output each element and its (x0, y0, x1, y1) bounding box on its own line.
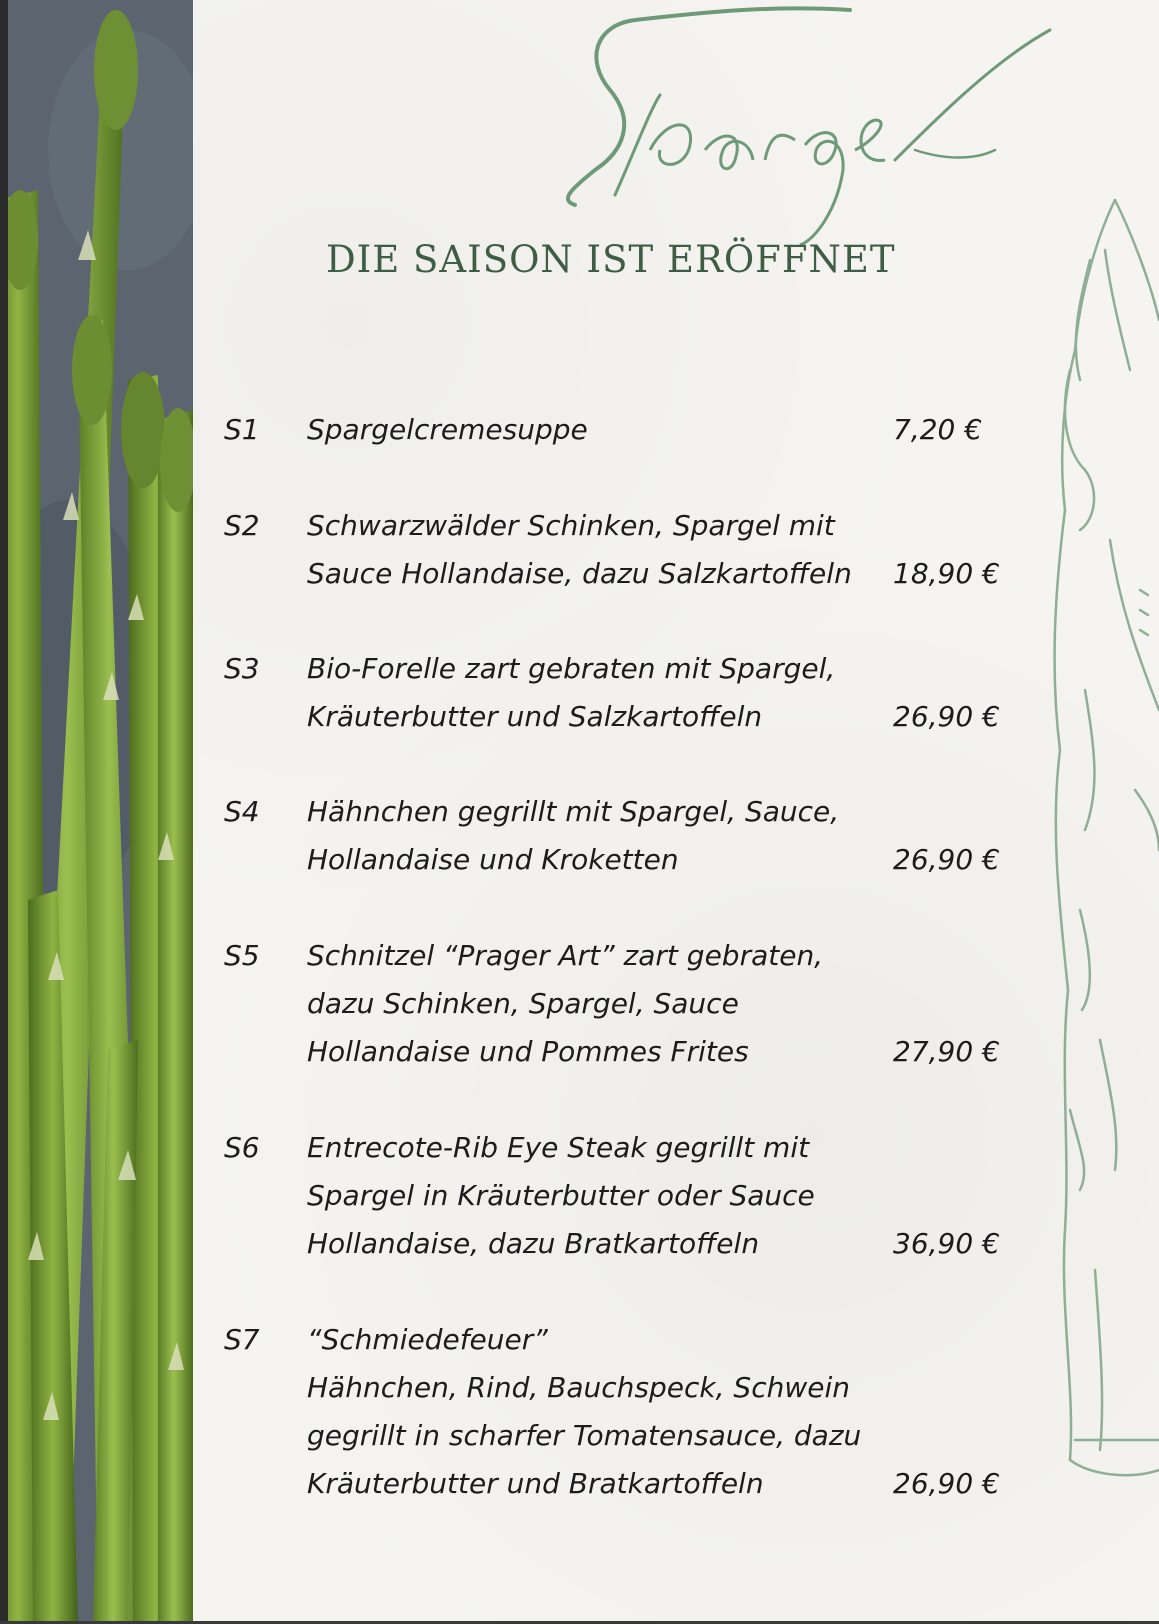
item-description-line: Schwarzwälder Schinken, Spargel mit (307, 509, 835, 542)
item-description-line: Kräuterbutter und Bratkartoffeln (307, 1467, 764, 1500)
item-description-line: Schnitzel “Prager Art” zart gebraten, (307, 939, 824, 972)
item-price: 18,90 € (893, 557, 1000, 590)
item-code: S6 (224, 1131, 260, 1164)
item-description-line: Entrecote-Rib Eye Steak gegrillt mit (307, 1131, 810, 1164)
item-price: 26,90 € (893, 1467, 1000, 1500)
item-code: S1 (224, 413, 260, 446)
item-description (307, 502, 852, 598)
page-subtitle: DIE SAISON IST ERÖFFNET (326, 238, 896, 281)
item-description-line: Hähnchen, Rind, Bauchspeck, Schwein (307, 1371, 850, 1404)
item-code: S2 (224, 509, 260, 542)
item-description (307, 1124, 815, 1268)
item-description-line: “Schmiedefeuer” (307, 1323, 548, 1356)
item-price: 27,90 € (893, 1035, 1000, 1068)
asparagus-sketch-illustration (1040, 190, 1159, 1520)
item-description-line: Hollandaise, dazu Bratkartoffeln (307, 1227, 760, 1260)
item-code: S3 (224, 652, 260, 685)
item-description (307, 788, 839, 884)
item-description (307, 645, 835, 741)
item-description-line: Sauce Hollandaise, dazu Salzkartoffeln (307, 557, 852, 590)
item-description (307, 406, 588, 454)
item-description (307, 932, 823, 1076)
item-description-line: Hollandaise und Pommes Frites (307, 1035, 749, 1068)
item-price: 26,90 € (893, 700, 1000, 733)
item-price: 36,90 € (893, 1227, 1000, 1260)
item-description-line: Spargel in Kräuterbutter oder Sauce (307, 1179, 815, 1212)
item-code: S5 (224, 939, 260, 972)
item-description-line: dazu Schinken, Spargel, Sauce (307, 987, 739, 1020)
item-description-line: Kräuterbutter und Salzkartoffeln (307, 700, 763, 733)
item-description-line: Hähnchen gegrillt mit Spargel, Sauce, (307, 795, 840, 828)
item-description-line: Bio-Forelle zart gebraten mit Spargel, (307, 652, 836, 685)
item-description (307, 1316, 861, 1508)
item-price: 26,90 € (893, 843, 1000, 876)
item-price: 7,20 € (893, 413, 983, 446)
item-description-line: Hollandaise und Kroketten (307, 843, 679, 876)
item-description-line: gegrillt in scharfer Tomatensauce, dazu (307, 1419, 862, 1452)
item-code: S4 (224, 795, 260, 828)
item-description-line: Spargelcremesuppe (307, 413, 588, 446)
item-code: S7 (224, 1323, 260, 1356)
